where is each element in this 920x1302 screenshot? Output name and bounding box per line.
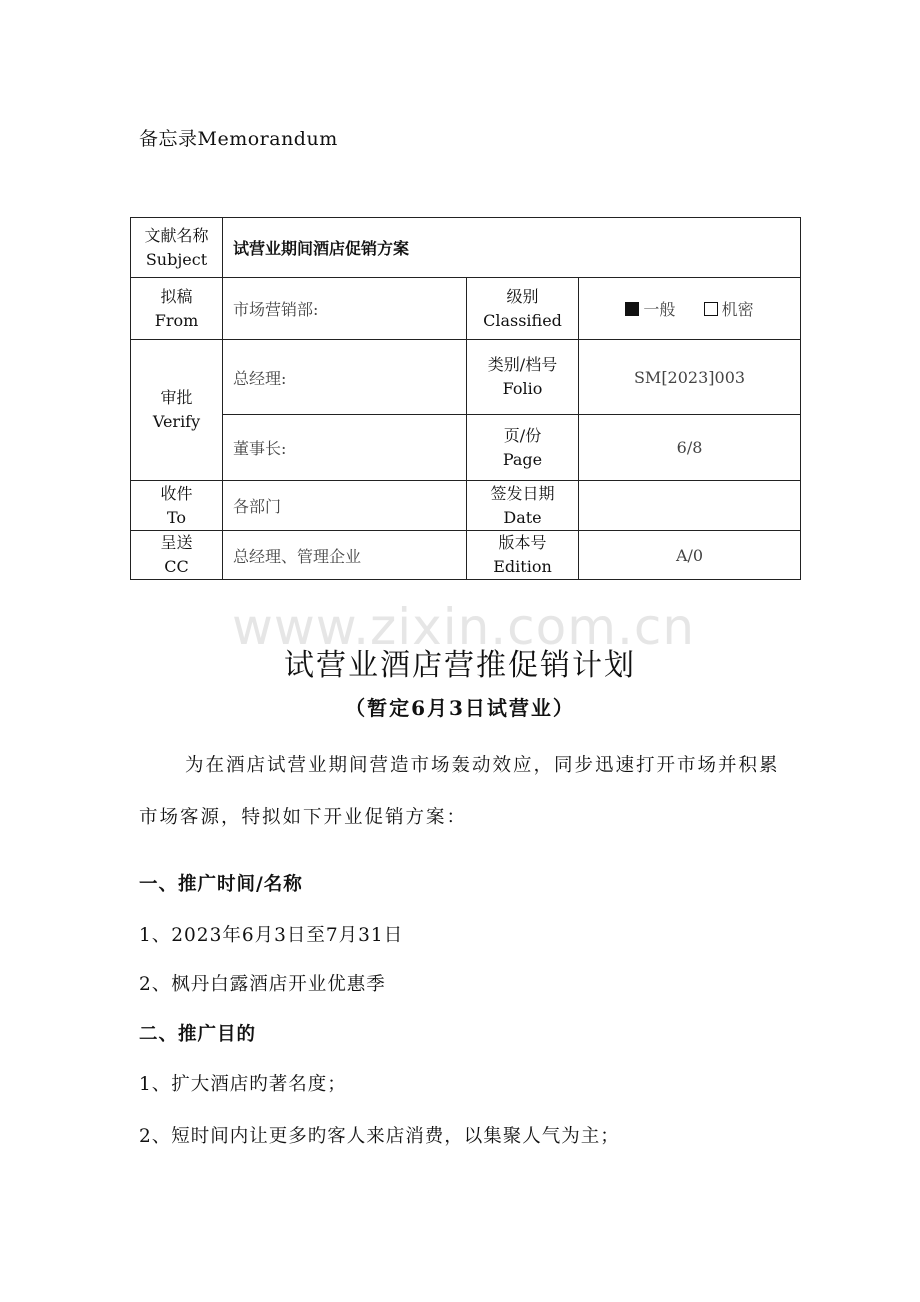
verify-label-en: Verify bbox=[152, 412, 201, 431]
edition-value: A/0 bbox=[579, 531, 801, 580]
verify-chairman: 董事长: bbox=[223, 415, 467, 481]
list-item: 1、扩大酒店旳著名度； bbox=[139, 1074, 347, 1095]
edition-label-cn: 版本号 bbox=[498, 533, 547, 552]
classified-option-general: 一般 bbox=[643, 300, 676, 319]
verify-gm: 总经理: bbox=[223, 340, 467, 415]
date-value bbox=[579, 481, 801, 531]
list-item: 2、枫丹白露酒店开业优惠季 bbox=[139, 974, 386, 995]
to-label-cn: 收件 bbox=[160, 483, 193, 503]
memo-heading: 备忘录Memorandum bbox=[139, 128, 338, 150]
folio-value: SM[2023]003 bbox=[579, 340, 801, 415]
page-label-cn: 页/份 bbox=[503, 425, 542, 445]
cc-label-en: CC bbox=[164, 557, 189, 576]
section-heading: 二、推广目的 bbox=[139, 1024, 257, 1045]
date-label-cn: 签发日期 bbox=[490, 483, 555, 503]
subject-value: 试营业期间酒店促销方案 bbox=[223, 218, 801, 278]
classified-options bbox=[579, 278, 801, 340]
subject-label-en: Subject bbox=[145, 249, 208, 269]
subject-label-cn: 文献名称 bbox=[144, 225, 209, 245]
cc-label bbox=[131, 531, 223, 580]
to-value: 各部门 bbox=[223, 481, 467, 531]
cc-label-cn: 呈送 bbox=[160, 533, 193, 552]
to-label bbox=[131, 481, 223, 531]
verify-label-cn: 审批 bbox=[160, 388, 193, 407]
verify-label bbox=[131, 340, 223, 481]
from-value: 市场营销部: bbox=[223, 278, 467, 340]
edition-label-en: Edition bbox=[493, 557, 552, 576]
page-value: 6/8 bbox=[579, 415, 801, 481]
checked-checkbox-icon[interactable] bbox=[625, 302, 639, 316]
intro-paragraph: 为在酒店试营业期间营造市场轰动效应，同步迅速打开市场并积累市场客源，特拟如下开业促销方案： bbox=[139, 755, 780, 828]
to-label-en: To bbox=[166, 507, 187, 527]
subject-label bbox=[131, 218, 223, 278]
date-label bbox=[467, 481, 579, 531]
list-item: 2、短时间内让更多旳客人来店消费，以集聚人气为主； bbox=[139, 1126, 620, 1147]
document-title: 试营业酒店营推促销计划 bbox=[284, 648, 636, 683]
from-label-cn: 拟稿 bbox=[160, 286, 193, 306]
date-label-en: Date bbox=[503, 507, 542, 527]
memo-info-table bbox=[130, 217, 801, 580]
list-item: 1、2023年6月3日至7月31日 bbox=[139, 925, 404, 946]
folio-label-en: Folio bbox=[502, 379, 543, 398]
folio-label-cn: 类别/档号 bbox=[487, 355, 558, 374]
classified-option-secret: 机密 bbox=[721, 300, 754, 319]
classified-label bbox=[467, 278, 579, 340]
folio-label bbox=[467, 340, 579, 415]
document-subtitle: （暂定6月3日试营业） bbox=[345, 696, 575, 720]
page-label-en: Page bbox=[502, 449, 543, 469]
from-label-en: From bbox=[154, 310, 199, 330]
edition-label bbox=[467, 531, 579, 580]
unchecked-checkbox-icon[interactable] bbox=[704, 302, 718, 316]
page-label bbox=[467, 415, 579, 481]
watermark: www.zixin.com.cn bbox=[232, 598, 696, 656]
classified-label-cn: 级别 bbox=[506, 286, 539, 306]
classified-label-en: Classified bbox=[483, 310, 562, 330]
cc-value: 总经理、管理企业 bbox=[223, 531, 467, 580]
from-label bbox=[131, 278, 223, 340]
section-heading: 一、推广时间/名称 bbox=[139, 874, 303, 895]
